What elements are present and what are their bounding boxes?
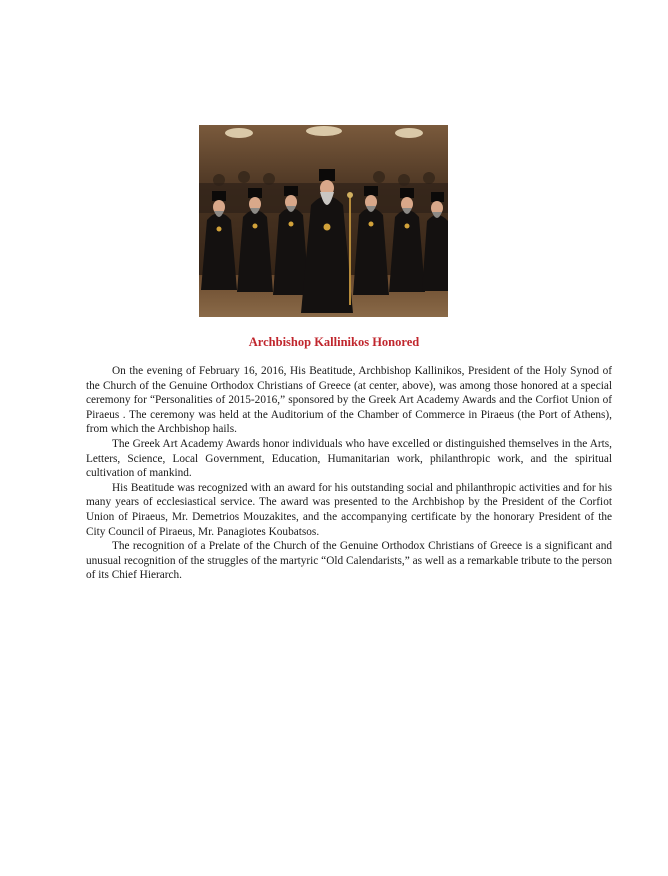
article-title: Archbishop Kallinikos Honored — [248, 335, 420, 349]
ceremony-photo — [199, 125, 448, 317]
article-paragraph-1: On the evening of February 16, 2016, His Beatitude, Archbishop Kallinikos, President of the Holy Synod of the Church of the Genuine Orthodox Christians of Greece (at center, above), was among those honored at a special ceremony for “Personalities of 2015-2016,” sponsored by the Greek Art Academy Awards and the Corfiot Union of Piraeus . The ceremony was held at the Auditorium of the Chamber of Commerce in Piraeus (the Port of Athens), from which the Archbishop hails. — [86, 365, 612, 436]
article-paragraph-4: The recognition of a Prelate of the Church of the Genuine Orthodox Christians of Greece is a significant and unusual recognition of the struggles of the martyric “Old Calendarists,” as well as a remarkable tribute to the person of its Chief Hierarch. — [86, 540, 612, 582]
article-paragraph-2: The Greek Art Academy Awards honor individuals who have excelled or distinguished themselves in the Arts, Letters, Science, Local Government, Education, Humanitarian work, philanthropic work, and the spiritual cultivation of mankind. — [86, 437, 612, 480]
ceremony-photo-image — [199, 125, 448, 317]
article-paragraph-3: His Beatitude was recognized with an award for his outstanding social and philanthropic activities and for his many years of ecclesiastical service. The award was presented to the Archbishop by the President of the Corfiot Union of Piraeus, Mr. Demetrios Mouzakites, and the accompanying certificate by the honorary President of the City Council of Piraeus, Mr. Panagiotes Koubatsos. — [86, 481, 612, 538]
article-body — [86, 364, 612, 583]
